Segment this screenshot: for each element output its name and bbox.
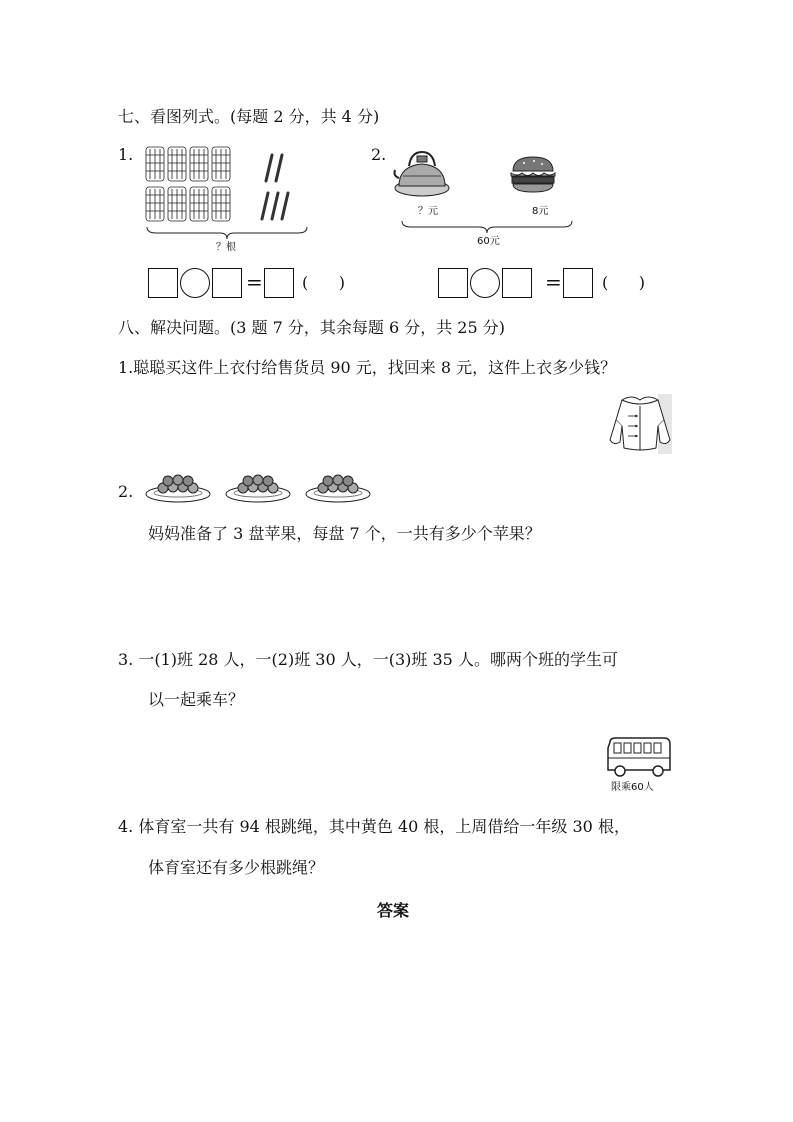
section8-heading: 八、解决问题。(3 题 7 分，其余每题 6 分，共 25 分) — [118, 318, 505, 337]
answer-heading: 答案 — [377, 901, 410, 920]
problem-3-line-2: 以一起乘车？ — [148, 690, 245, 709]
q1-caption: ？根 — [216, 242, 236, 253]
equals-sign-2: = — [545, 270, 562, 294]
jacket-icon — [606, 392, 674, 458]
problem-4-line-1: 4. 体育室一共有 94 根跳绳，其中黄色 40 根，上周借给一年级 30 根， — [118, 817, 630, 836]
section7-heading: 七、看图列式。(每题 2 分，共 4 分) — [118, 107, 380, 126]
answer-box-1[interactable] — [148, 268, 178, 298]
bus-icon — [606, 736, 672, 780]
q1-brace — [146, 226, 308, 240]
kettle-icon — [393, 148, 451, 198]
q2-total: 60元 — [477, 236, 500, 247]
q2-left-price: ？元 — [418, 206, 438, 217]
q2-right-price: 8元 — [532, 206, 549, 217]
apple-plates-icon — [145, 472, 373, 504]
sticks-icon — [258, 153, 308, 223]
answer-box-5[interactable] — [502, 268, 532, 298]
q1-number: 1. — [118, 145, 134, 164]
problem-2-number: 2. — [118, 482, 134, 501]
answer-box-6[interactable] — [563, 268, 593, 298]
q2-number: 2. — [371, 145, 387, 164]
unit-parens-2[interactable]: ( ) — [602, 273, 645, 292]
q2-brace — [401, 220, 573, 234]
answer-box-2[interactable] — [212, 268, 242, 298]
corn-bundles-icon — [144, 145, 239, 227]
answer-box-4[interactable] — [438, 268, 468, 298]
operator-circle-2[interactable] — [470, 268, 500, 298]
hamburger-icon — [510, 155, 556, 195]
bus-capacity-label: 限乘60人 — [611, 782, 654, 793]
equals-sign-1: = — [246, 270, 263, 294]
problem-3-line-1: 3. 一(1)班 28 人，一(2)班 30 人，一(3)班 35 人。哪两个班的学生可 — [118, 650, 618, 669]
problem-4-line-2: 体育室还有多少根跳绳？ — [148, 858, 325, 877]
problem-1: 1.聪聪买这件上衣付给售货员 90 元，找回来 8 元，这件上衣多少钱？ — [118, 358, 617, 377]
unit-parens-1[interactable]: ( ) — [302, 273, 345, 292]
answer-box-3[interactable] — [264, 268, 294, 298]
operator-circle-1[interactable] — [180, 268, 210, 298]
problem-2-text: 妈妈准备了 3 盘苹果，每盘 7 个，一共有多少个苹果？ — [148, 524, 541, 543]
